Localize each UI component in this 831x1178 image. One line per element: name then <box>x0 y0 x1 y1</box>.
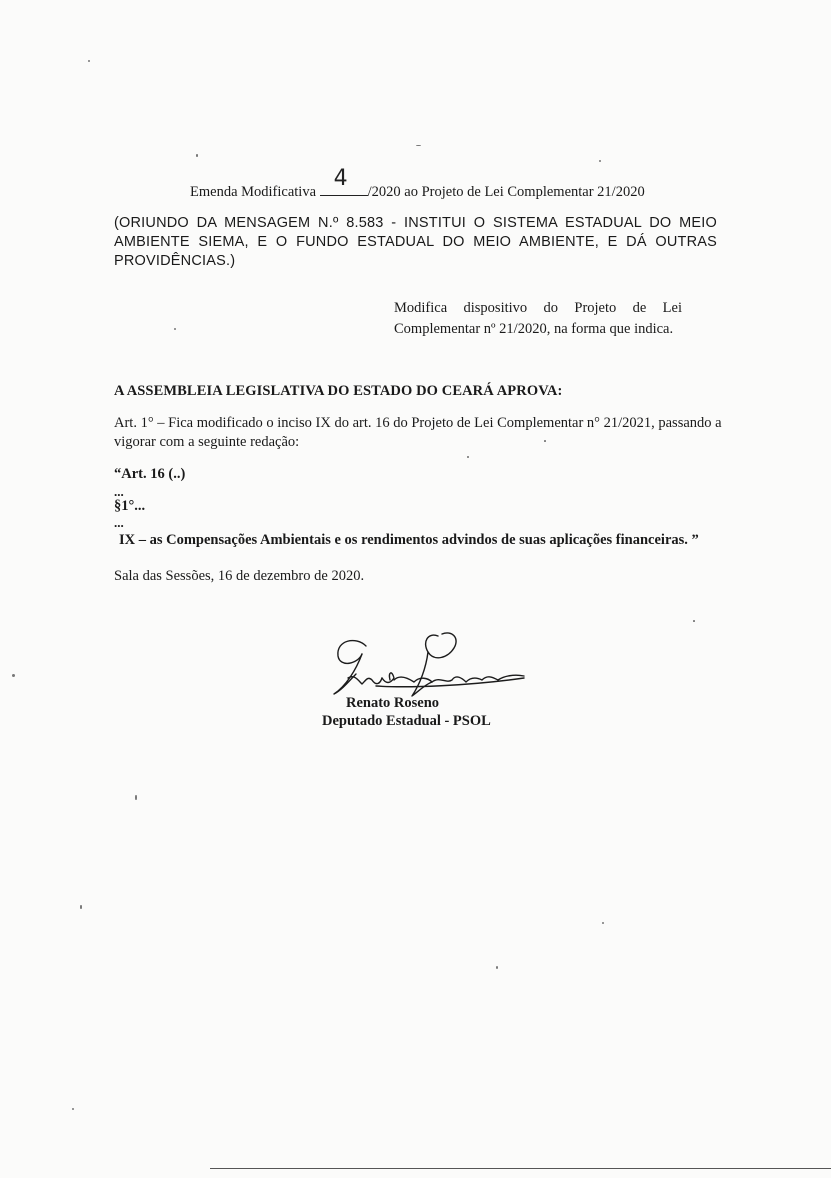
scan-speck <box>174 328 176 330</box>
article-1-text: Art. 1° – Fica modificado o inciso IX do art. 16 do Projeto de Lei Complementar n° 21/2021, passando a vigorar com a seguinte redação: <box>114 415 722 450</box>
amendment-number-blank <box>320 166 368 196</box>
scan-speck <box>80 905 82 909</box>
scan-speck <box>693 620 695 622</box>
scan-speck <box>72 1108 74 1110</box>
quote-item-ix: IX – as Compensações Ambientais e os rendimentos advindos de suas aplicações financeiras. ” <box>119 532 699 548</box>
title-prefix: Emenda Modificativa <box>190 184 317 200</box>
scan-speck <box>602 922 604 924</box>
signer-name: Renato Roseno <box>346 695 440 711</box>
amendment-title <box>190 166 645 201</box>
bottom-rule <box>210 1168 831 1169</box>
handwritten-number: 4 <box>333 166 348 191</box>
scan-speck <box>467 456 469 458</box>
summary-text: Modifica dispositivo do Projeto de Lei Complementar nº 21/2020, na forma que indica. <box>394 300 682 337</box>
scan-speck <box>196 154 198 157</box>
title-suffix: /2020 ao Projeto de Lei Complementar 21/2020 <box>367 184 645 200</box>
signer-role: Deputado Estadual - PSOL <box>322 713 491 729</box>
assembly-heading: A ASSEMBLEIA LEGISLATIVA DO ESTADO DO CEARÁ APROVA: <box>114 383 563 399</box>
quote-ellipsis-2: ... <box>114 515 124 530</box>
scan-speck <box>544 440 546 442</box>
origin-text: (ORIUNDO DA MENSAGEM N.º 8.583 - INSTITUI O SISTEMA ESTADUAL DO MEIO AMBIENTE SIEMA, E O FUNDO ESTADUAL DO MEIO AMBIENTE, E DÁ OUTRAS PROVIDÊNCIAS.) <box>114 215 717 269</box>
session-date: Sala das Sessões, 16 de dezembro de 2020. <box>114 568 365 584</box>
scan-speck <box>12 674 15 677</box>
quote-ellipsis-1: ... <box>114 484 124 499</box>
scan-speck <box>496 966 498 969</box>
quote-art16: “Art. 16 (..) <box>114 466 186 482</box>
scan-speck <box>135 795 137 800</box>
scan-speck <box>416 145 421 146</box>
quote-paragraph-1: §1°... <box>114 498 146 514</box>
scan-speck <box>88 60 90 62</box>
scan-speck <box>599 160 601 162</box>
